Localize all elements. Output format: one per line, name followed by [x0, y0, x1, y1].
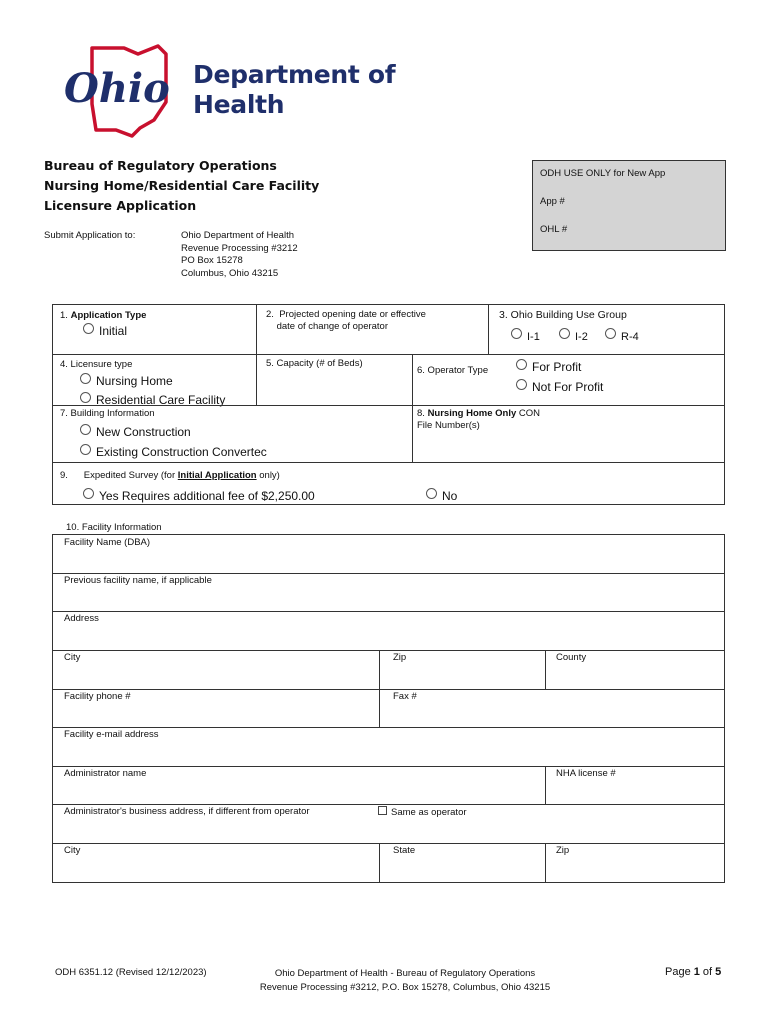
address-line: Ohio Department of Health [181, 230, 295, 241]
odh-box-title: ODH USE ONLY for New App [540, 168, 666, 179]
new-construction-label: New Construction [96, 425, 191, 439]
expedited-survey-cell [52, 462, 725, 505]
page-mid: of [699, 966, 716, 978]
county-field[interactable] [545, 650, 725, 690]
radio-icon[interactable] [80, 424, 91, 435]
page-number [665, 966, 721, 978]
page-current: 1 [693, 966, 700, 978]
odh-use-only-box [532, 160, 726, 251]
dept-line2: Health [193, 90, 285, 119]
residential-label: Residential Care Facility [96, 393, 226, 407]
expedited-post: only) [256, 470, 280, 481]
projected-line2: date of change of operator [276, 321, 389, 332]
admin-zip-label: Zip [556, 845, 570, 856]
radio-icon[interactable] [80, 392, 91, 403]
administrator-name-label: Administrator name [64, 768, 147, 779]
radio-icon[interactable] [426, 488, 437, 499]
submit-label: Submit Application to: [44, 230, 136, 241]
previous-name-field[interactable] [52, 573, 725, 612]
initial-radio[interactable] [83, 323, 127, 338]
title-line1: Bureau of Regulatory Operations [44, 158, 277, 173]
con-line2: File Number(s) [417, 420, 480, 431]
same-as-operator-label: Same as operator [391, 807, 467, 818]
radio-icon[interactable] [80, 373, 91, 384]
building-use-label: 3. Ohio Building Use Group [499, 309, 627, 321]
ohio-logo [62, 44, 182, 138]
facility-email-label: Facility e-mail address [64, 729, 159, 740]
zip-field[interactable] [379, 650, 546, 690]
fax-field[interactable] [379, 689, 725, 728]
use-i1-label: I-1 [527, 331, 540, 343]
admin-city-label: City [64, 845, 81, 856]
projected-num: 2. [266, 309, 274, 320]
building-info-cell [52, 405, 413, 463]
expedited-yes-label: Yes Requires additional fee of $2,250.00 [99, 489, 315, 503]
dept-line1: Department of [193, 60, 396, 89]
admin-city-field[interactable] [52, 843, 380, 883]
expedited-num: 9. [60, 470, 68, 481]
for-profit-label: For Profit [532, 360, 582, 374]
application-type-cell [52, 304, 257, 355]
new-construction-radio[interactable] [80, 424, 191, 439]
facility-name-field[interactable] [52, 534, 725, 574]
expedited-bold: Initial Application [177, 470, 257, 481]
title-line2: Nursing Home/Residential Care Facility [44, 178, 320, 193]
facility-info-heading: 10. Facility Information [66, 522, 162, 533]
building-use-cell [488, 304, 725, 355]
expedited-yes-radio[interactable] [83, 488, 315, 503]
nha-license-label: NHA license # [556, 768, 616, 779]
projected-label [266, 309, 426, 333]
radio-icon[interactable] [511, 328, 522, 339]
capacity-cell[interactable] [256, 354, 413, 406]
page-pre: Page [665, 966, 694, 978]
capacity-label: 5. Capacity (# of Beds) [266, 358, 363, 369]
radio-icon[interactable] [83, 488, 94, 499]
checkbox-icon[interactable] [378, 806, 387, 815]
ohio-logo-word: Ohio [64, 65, 170, 112]
address-line: Revenue Processing #3212 [181, 242, 298, 254]
projected-date-cell[interactable] [256, 304, 489, 355]
radio-icon[interactable] [559, 328, 570, 339]
ohl-number-field: OHL # [540, 224, 568, 235]
address-label: Address [64, 613, 99, 624]
title-line3: Licensure Application [44, 198, 197, 213]
footer-line2: Revenue Processing #3212, P.O. Box 15278, Columbus, Ohio 43215 [259, 982, 551, 993]
not-for-profit-label: Not For Profit [532, 380, 604, 394]
facility-phone-label: Facility phone # [64, 691, 131, 702]
radio-icon[interactable] [516, 379, 527, 390]
use-i2-label: I-2 [575, 331, 588, 343]
fax-label: Fax # [393, 691, 417, 702]
licensure-type-cell [52, 354, 257, 406]
app-number-field: App # [540, 196, 565, 207]
use-r4-label: R-4 [621, 331, 639, 343]
form-title [44, 156, 319, 216]
previous-name-label: Previous facility name, if applicable [64, 575, 212, 586]
address-field[interactable] [52, 611, 725, 651]
facility-email-field[interactable] [52, 727, 725, 767]
administrator-name-field[interactable] [52, 766, 546, 805]
con-bold: Nursing Home Only [427, 408, 517, 419]
city-field[interactable] [52, 650, 380, 690]
county-label: County [556, 652, 587, 663]
footer-center [240, 967, 570, 995]
nursing-home-radio[interactable] [80, 373, 173, 388]
submit-address [181, 230, 298, 280]
facility-name-label: Facility Name (DBA) [64, 537, 151, 548]
radio-icon[interactable] [80, 444, 91, 455]
con-rest: CON [516, 408, 540, 419]
admin-state-field[interactable] [379, 843, 546, 883]
con-label [417, 408, 540, 432]
department-name [193, 60, 395, 120]
nursing-home-label: Nursing Home [96, 374, 173, 388]
zip-label: Zip [393, 652, 407, 663]
for-profit-radio[interactable] [516, 359, 581, 374]
expedited-no-radio[interactable] [426, 488, 457, 503]
admin-state-label: State [393, 845, 416, 856]
existing-construction-radio[interactable] [80, 444, 267, 459]
not-for-profit-radio[interactable] [516, 379, 603, 394]
admin-zip-field[interactable] [545, 843, 725, 883]
app-type-text: Application Type [70, 310, 147, 321]
address-line: Columbus, Ohio 43215 [181, 267, 279, 279]
radio-icon[interactable] [83, 323, 94, 334]
nha-license-field[interactable] [545, 766, 725, 805]
expedited-pre: Expedited Survey (for [83, 470, 178, 481]
footer-line1: Ohio Department of Health - Bureau of Regulatory Operations [274, 968, 536, 979]
initial-label: Initial [99, 324, 128, 338]
use-r4-radio[interactable] [605, 328, 639, 344]
expedited-no-label: No [442, 489, 458, 503]
existing-construction-label: Existing Construction Convertec [96, 445, 267, 459]
operator-type-label: 6. Operator Type [417, 365, 489, 376]
facility-phone-field[interactable] [52, 689, 380, 728]
con-file-cell[interactable] [412, 405, 725, 463]
use-i2-radio[interactable] [559, 328, 588, 344]
admin-address-field[interactable] [52, 804, 725, 844]
radio-icon[interactable] [516, 359, 527, 370]
app-type-num: 1. [60, 310, 68, 321]
page-total: 5 [715, 966, 722, 978]
form-number: ODH 6351.12 (Revised 12/12/2023) [55, 967, 207, 978]
projected-line1: Projected opening date or effective [279, 309, 426, 320]
same-as-operator-checkbox[interactable] [378, 806, 467, 819]
app-type-label [60, 310, 146, 322]
expedited-label [60, 470, 280, 482]
address-line: PO Box 15278 [181, 255, 243, 266]
operator-type-cell [412, 354, 725, 406]
use-i1-radio[interactable] [511, 328, 540, 344]
con-prefix: 8. [417, 408, 428, 419]
building-info-label: 7. Building Information [60, 408, 155, 419]
city-label: City [64, 652, 81, 663]
radio-icon[interactable] [605, 328, 616, 339]
admin-address-label: Administrator's business address, if different from operator [64, 806, 310, 817]
licensure-type-label: 4. Licensure type [60, 359, 133, 370]
